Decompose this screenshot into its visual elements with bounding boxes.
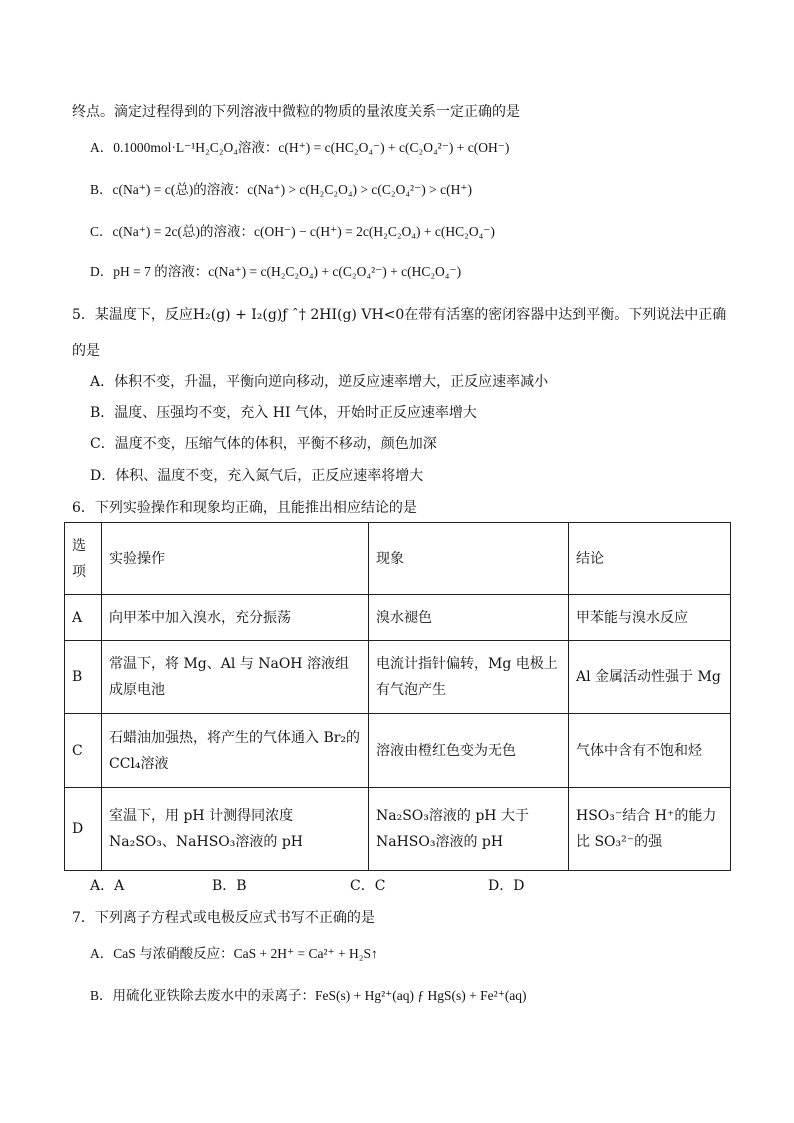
row-d-option: D <box>65 788 102 871</box>
question-4-intro: 终点。滴定过程得到的下列溶液中微粒的物质的量浓度关系一定正确的是 <box>72 104 520 120</box>
q6-answer-b: B．B <box>212 878 247 894</box>
header-operation: 实验操作 <box>102 523 369 595</box>
row-c-operation: 石蜡油加强热，将产生的气体通入 Br₂的 CCl₄溶液 <box>102 714 369 788</box>
question-7-stem: 7．下列离子方程式或电极反应式书写不正确的是 <box>72 910 375 926</box>
q4-option-a-text: 0.1000mol·L⁻¹H₂C₂O₄溶液：c(H⁺) = c(HC₂O₄⁻) + c(C₂O₄²⁻) + c(OH⁻) <box>113 140 510 155</box>
q5-option-d: D．体积、温度不变，充入氮气后，正反应速率将增大 <box>90 468 424 484</box>
q6-answer-d: D．D <box>488 878 525 894</box>
q7-option-b: B．用硫化亚铁除去废水中的汞离子：FeS(s) + Hg²⁺(aq) ƒ HgS(s) + Fe²⁺(aq) <box>90 988 527 1003</box>
header-conclusion: 结论 <box>569 523 731 595</box>
q4-option-d <box>90 262 461 282</box>
row-d-phenomenon: Na₂SO₃溶液的 pH 大于 NaHSO₃溶液的 pH <box>369 788 569 871</box>
q7-option-a: A．CaS 与浓硝酸反应：CaS + 2H⁺ = Ca²⁺ + H₂S↑ <box>90 946 378 961</box>
q4-option-a-label: A． <box>90 140 114 155</box>
question-5-stem-line2: 的是 <box>72 343 100 359</box>
question-5-stem-line1: 5．某温度下，反应H₂(g) + I₂(g)ƒ ˆ† 2HI(g) VH<0在带有活塞的密闭容器中达到平衡。下列说法中正确 <box>72 307 727 323</box>
table-header-row <box>65 523 731 595</box>
q4-option-d-text: pH = 7 的溶液：c(Na⁺) = c(H₂C₂O₄) + c(C₂O₄²⁻) + c(HC₂O₄⁻) <box>113 264 462 279</box>
question-6-stem: 6．下列实验操作和现象均正确，且能推出相应结论的是 <box>72 500 417 516</box>
q4-option-c-text: c(Na⁺) = 2c(总)的溶液：c(OH⁻) − c(H⁺) = 2c(H₂C₂O₄) + c(HC₂O₄⁻) <box>112 224 495 239</box>
row-a-operation: 向甲苯中加入溴水，充分振荡 <box>102 595 369 641</box>
row-a-conclusion: 甲苯能与溴水反应 <box>569 595 731 641</box>
row-b-conclusion: Al 金属活动性强于 Mg <box>569 641 731 714</box>
q6-answer-a: A．A <box>90 878 125 894</box>
row-b-option: B <box>65 641 102 714</box>
row-d-operation: 室温下，用 pH 计测得同浓度 Na₂SO₃、NaHSO₃溶液的 pH <box>102 788 369 871</box>
row-b-operation: 常温下，将 Mg、Al 与 NaOH 溶液组成原电池 <box>102 641 369 714</box>
q4-option-b-text: c(Na⁺) = c(总)的溶液：c(Na⁺) > c(H₂C₂O₄) > c(C₂O₄²⁻) > c(H⁺) <box>112 182 472 197</box>
q4-option-d-label: D． <box>90 264 114 279</box>
q4-option-b <box>90 180 472 200</box>
row-a-option: A <box>65 595 102 641</box>
row-b-phenomenon: 电流计指针偏转，Mg 电极上有气泡产生 <box>369 641 569 714</box>
q6-answer-c: C．C <box>350 878 386 894</box>
q4-option-c <box>90 222 495 242</box>
row-c-option: C <box>65 714 102 788</box>
row-d-conclusion: HSO₃⁻结合 H⁺的能力比 SO₃²⁻的强 <box>569 788 731 871</box>
q4-option-a <box>90 138 509 158</box>
header-option: 选项 <box>65 523 102 595</box>
row-c-phenomenon: 溶液由橙红色变为无色 <box>369 714 569 788</box>
row-a-phenomenon: 溴水褪色 <box>369 595 569 641</box>
q4-option-b-label: B． <box>90 182 113 197</box>
table-row <box>65 714 731 788</box>
experiment-table <box>64 522 731 871</box>
header-phenomenon: 现象 <box>369 523 569 595</box>
row-c-conclusion: 气体中含有不饱和烃 <box>569 714 731 788</box>
q5-option-a: A．体积不变，升温，平衡向逆向移动，逆反应速率增大，正反应速率减小 <box>90 374 549 390</box>
table-row <box>65 595 731 641</box>
table-row <box>65 788 731 871</box>
q4-option-c-label: C． <box>90 224 113 239</box>
q5-option-c: C．温度不变，压缩气体的体积，平衡不移动，颜色加深 <box>90 436 437 452</box>
table-row <box>65 641 731 714</box>
q5-option-b: B．温度、压强均不变，充入 HI 气体，开始时正反应速率增大 <box>90 405 477 421</box>
